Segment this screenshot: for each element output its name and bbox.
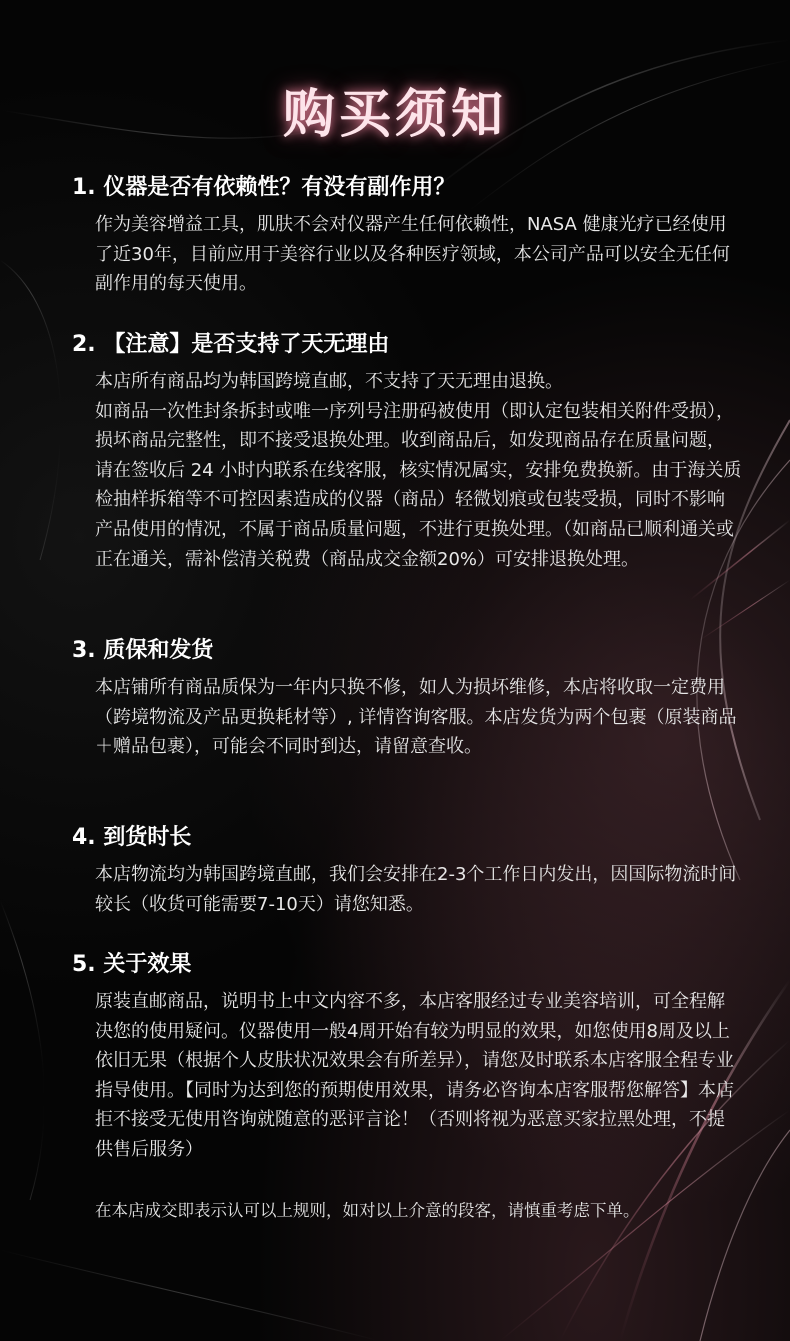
section-warranty-shipping [72, 636, 742, 762]
section-body [95, 860, 742, 919]
page-title: 购买须知 [282, 85, 507, 145]
section-heading: 3. 质保和发货 [72, 638, 214, 663]
section-paragraph: 本店铺所有商品质保为一年内只换不修，如人为损坏维修，本店将收取一定费用（跨境物流及产品更换耗材等）, 详情咨询客服。本店发货为两个包裹（原装商品＋赠品包裹），可能会不同时到达，请留意查收。 [95, 677, 737, 758]
section-paragraph: 如商品一次性封条拆封或唯一序列号注册码被使用（即认定包装相关附件受损），损坏商品完整性，即不接受退换处理。收到商品后，如发现商品存在质量问题，请在签收后 24 小时内联系在线客服，核实情况属实，安排免费换新。由于海关质检抽样拆箱等不可控因素造成的仪器（商品）轻微划痕或包装受损，同时不影响产品使用的情况，不属于商品质量问题，不进行更换处理。（如商品已顺利通关或正在通关，需补偿清关税费（商品成交金额20%）可安排退换处理。 [95, 400, 742, 570]
footer-note: 在本店成交即表示认可以上规则，如对以上介意的段客，请慎重考虑下单。 [95, 1201, 640, 1220]
section-body [95, 367, 742, 574]
section-heading: 1. 仪器是否有依赖性？有没有副作用？ [72, 175, 456, 200]
section-heading: 5. 关于效果 [72, 952, 192, 977]
section-paragraph: 本店物流均为韩国跨境直邮，我们会安排在2-3个工作日内发出，因国际物流时间较长（收货可能需要7-10天）请您知悉。 [95, 864, 737, 915]
section-body [95, 673, 742, 762]
section-body [95, 210, 742, 299]
section-heading: 4. 到货时长 [72, 825, 192, 850]
section-heading: 2. 【注意】是否支持了天无理由 [72, 332, 390, 357]
section-dependency [72, 173, 742, 299]
section-delivery-time [72, 823, 742, 919]
section-paragraph: 本店所有商品均为韩国跨境直邮，不支持了天无理由退换。 [95, 371, 563, 392]
section-paragraph: 原装直邮商品，说明书上中文内容不多，本店客服经过专业美容培训，可全程解决您的使用疑问。仪器使用一般4周开始有较为明显的效果，如您使用8周及以上依旧无果（根据个人皮肤状况效果会有所差异），请您及时联系本店客服全程专业指导使用。【同时为达到您的预期使用效果，请务必咨询本店客服帮您解答】本店拒不接受无使用咨询就随意的恶评言论！（否则将视为恶意买家拉黑处理，不提供售后服务） [95, 991, 734, 1160]
section-return-policy [72, 330, 742, 574]
section-effects [72, 950, 742, 1165]
section-body [95, 987, 742, 1165]
section-paragraph: 作为美容增益工具，肌肤不会对仪器产生任何依赖性，NASA 健康光疗已经使用了近30年，目前应用于美容行业以及各种医疗领域，本公司产品可以安全无任何副作用的每天使用。 [95, 214, 730, 295]
